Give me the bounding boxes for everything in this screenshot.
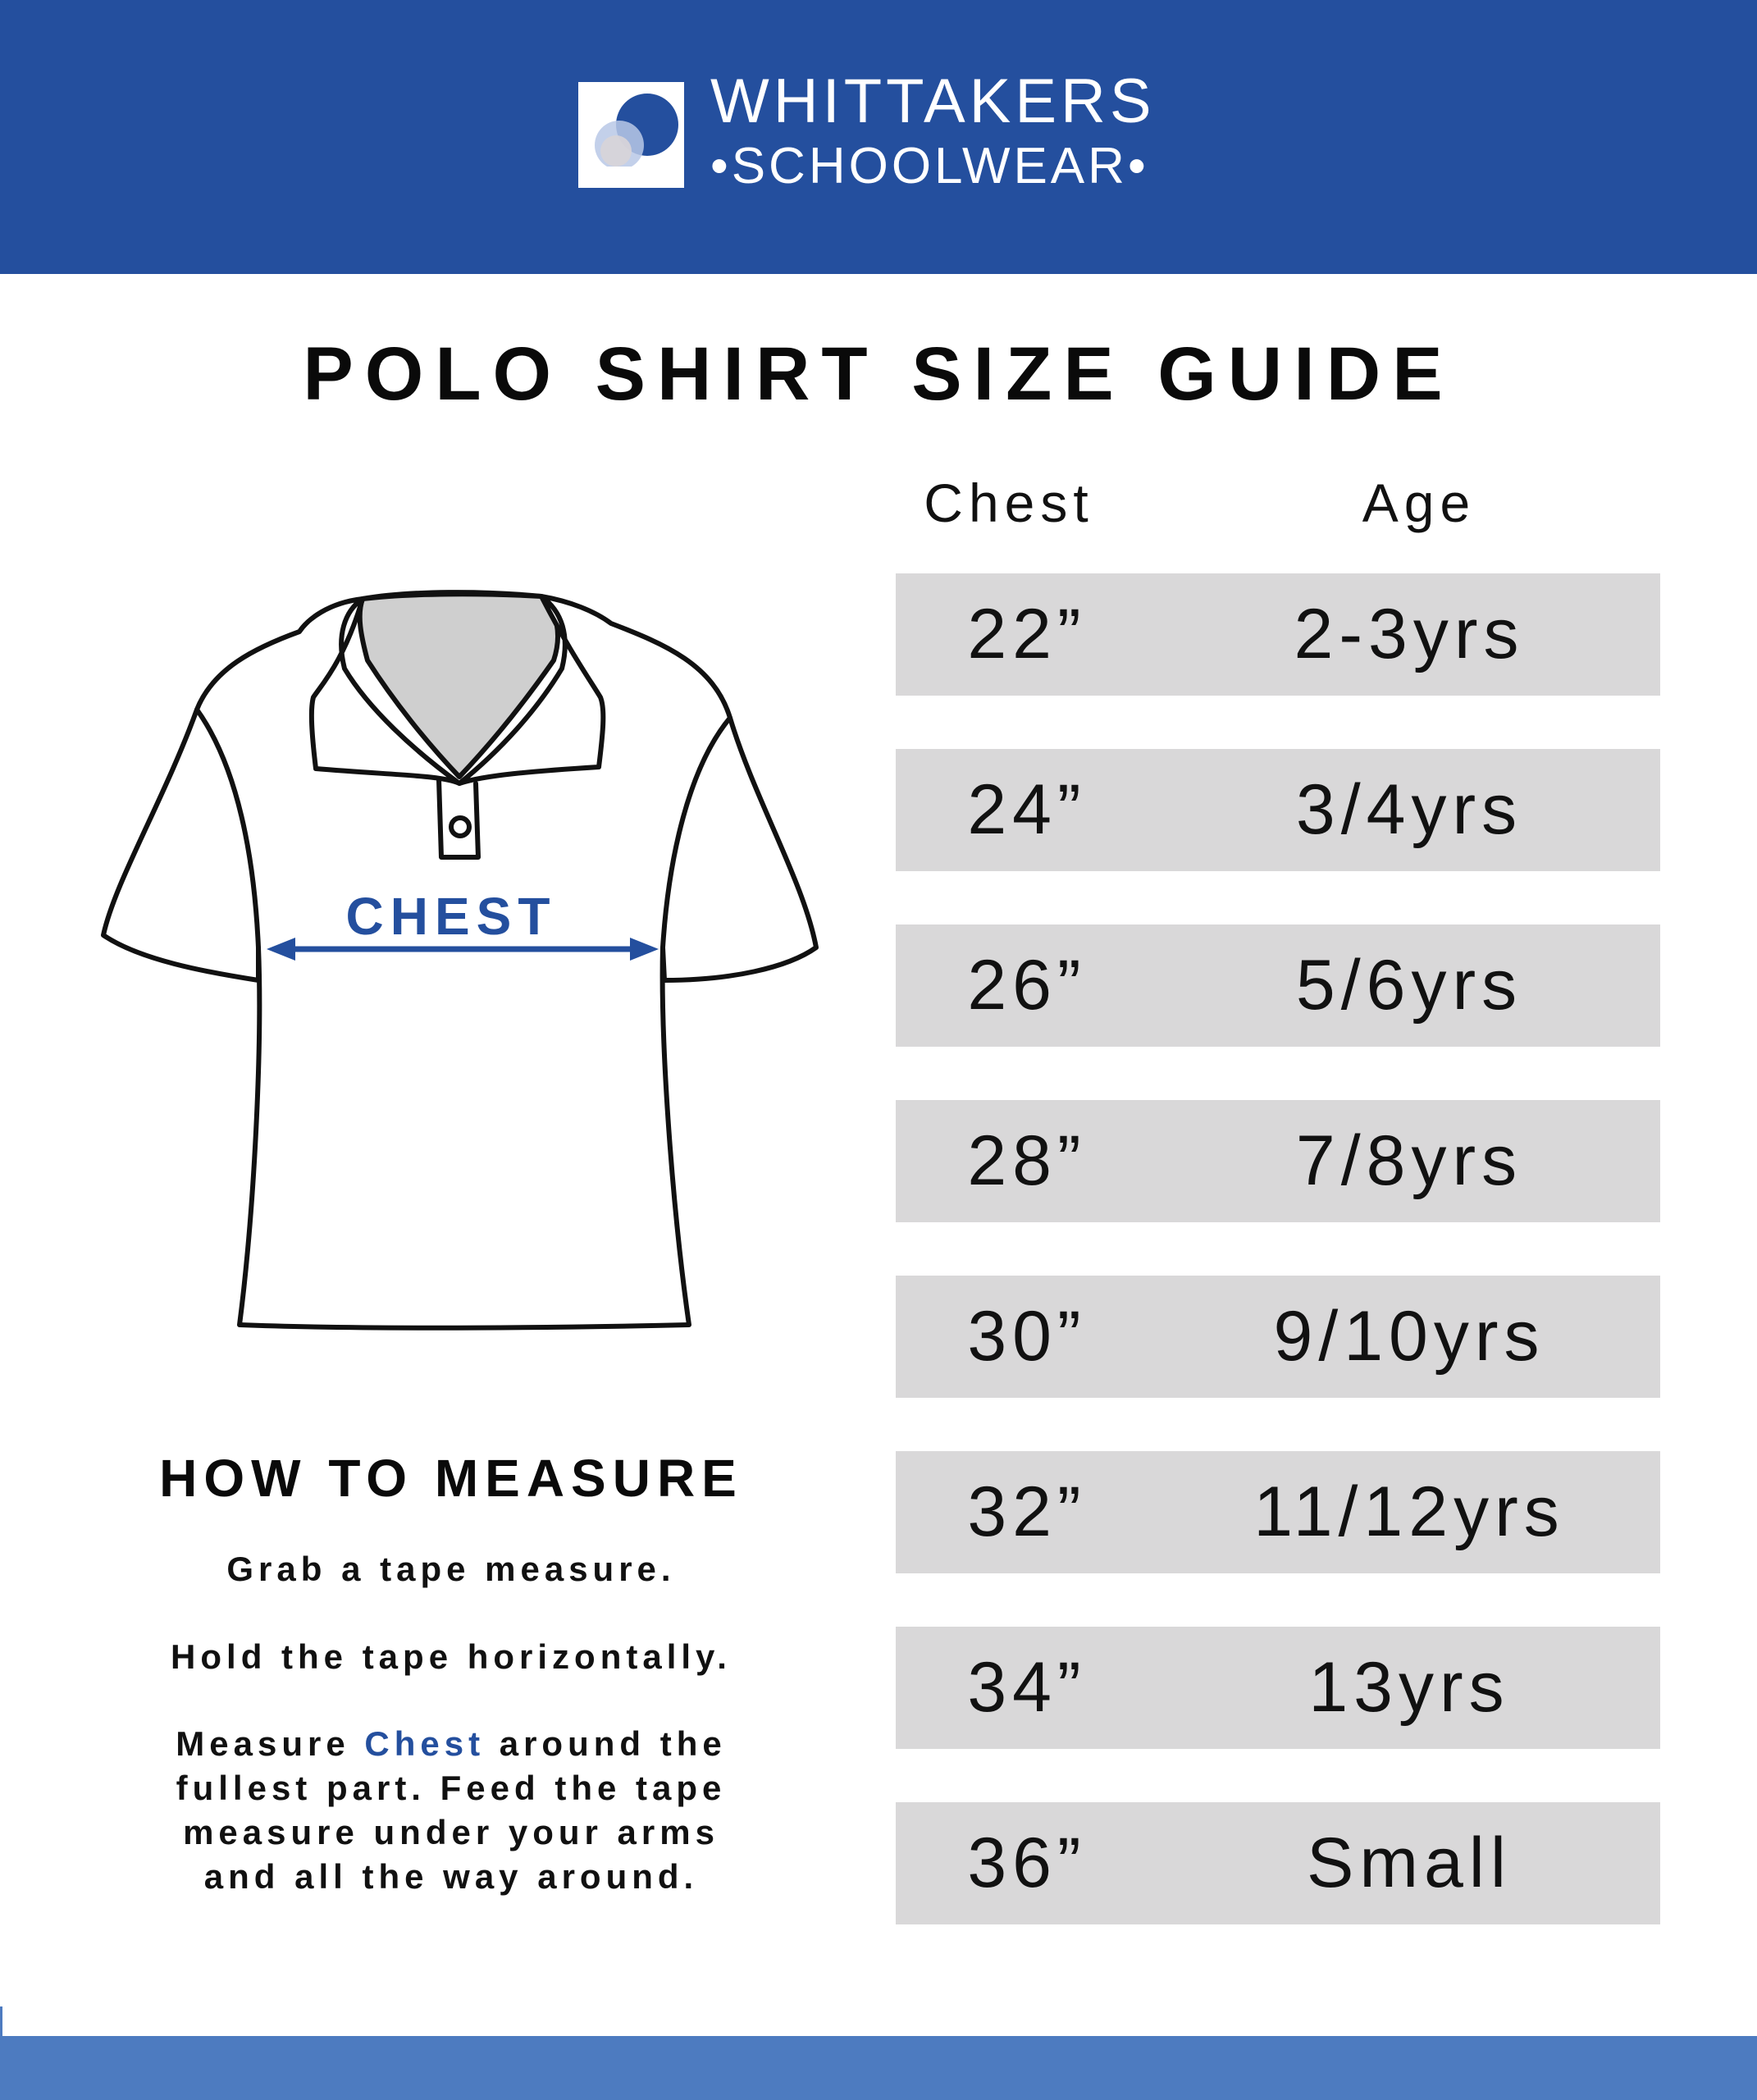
- polo-shirt-icon: [98, 587, 828, 1341]
- age-range: 7/8yrs: [1295, 1121, 1523, 1200]
- chest-size: 30”: [967, 1297, 1087, 1376]
- size-table: [896, 573, 1660, 1978]
- instruction-step-3-line-3: measure under your arms: [183, 1813, 719, 1851]
- instruction-step-3-line-2: fullest part. Feed the tape: [176, 1769, 727, 1807]
- age-range: 11/12yrs: [1253, 1472, 1565, 1551]
- instruction-step-3-line-1: [74, 1722, 828, 1766]
- instruction-text: Measure: [176, 1724, 365, 1763]
- chest-size: 26”: [967, 946, 1087, 1025]
- brand-logo-icon: [578, 82, 684, 188]
- age-range: Small: [1306, 1824, 1513, 1902]
- size-row: [896, 1451, 1660, 1573]
- age-range: 3/4yrs: [1295, 770, 1523, 849]
- column-header-age: Age: [1362, 472, 1476, 533]
- instruction-step-3-line-4: and all the way around.: [203, 1857, 699, 1896]
- instruction-step-2: Hold the tape horizontally.: [171, 1637, 732, 1676]
- size-row: [896, 1100, 1660, 1222]
- age-range: 5/6yrs: [1295, 946, 1523, 1025]
- header-banner: [0, 0, 1757, 274]
- edge-mark: [0, 2006, 2, 2036]
- instruction-text: around the: [485, 1724, 727, 1763]
- chest-size: 32”: [967, 1472, 1087, 1551]
- size-row: [896, 749, 1660, 871]
- size-row: [896, 924, 1660, 1047]
- chest-highlight: Chest: [364, 1724, 486, 1763]
- chest-size: 34”: [967, 1648, 1087, 1727]
- age-range: 2-3yrs: [1294, 595, 1525, 673]
- chest-size: 36”: [967, 1824, 1087, 1902]
- footer-band: [0, 2036, 1757, 2100]
- chest-label: CHEST: [345, 887, 557, 946]
- instruction-step-3: [74, 1722, 828, 1899]
- size-row: [896, 1627, 1660, 1749]
- how-to-measure-title: HOW TO MEASURE: [159, 1449, 743, 1508]
- size-row: [896, 573, 1660, 696]
- chest-size: 28”: [967, 1121, 1087, 1200]
- age-range: 9/10yrs: [1273, 1297, 1545, 1376]
- column-header-chest: Chest: [924, 472, 1094, 533]
- size-row: [896, 1802, 1660, 1924]
- chest-size: 24”: [967, 770, 1087, 849]
- brand-name: WHITTAKERS: [710, 66, 1156, 136]
- page-title: POLO SHIRT SIZE GUIDE: [303, 332, 1454, 416]
- instruction-step-1: Grab a tape measure.: [226, 1550, 676, 1588]
- chest-size: 22”: [967, 595, 1087, 673]
- age-range: 13yrs: [1308, 1648, 1510, 1727]
- brand-subname: •SCHOOLWEAR•: [710, 138, 1149, 194]
- size-row: [896, 1276, 1660, 1398]
